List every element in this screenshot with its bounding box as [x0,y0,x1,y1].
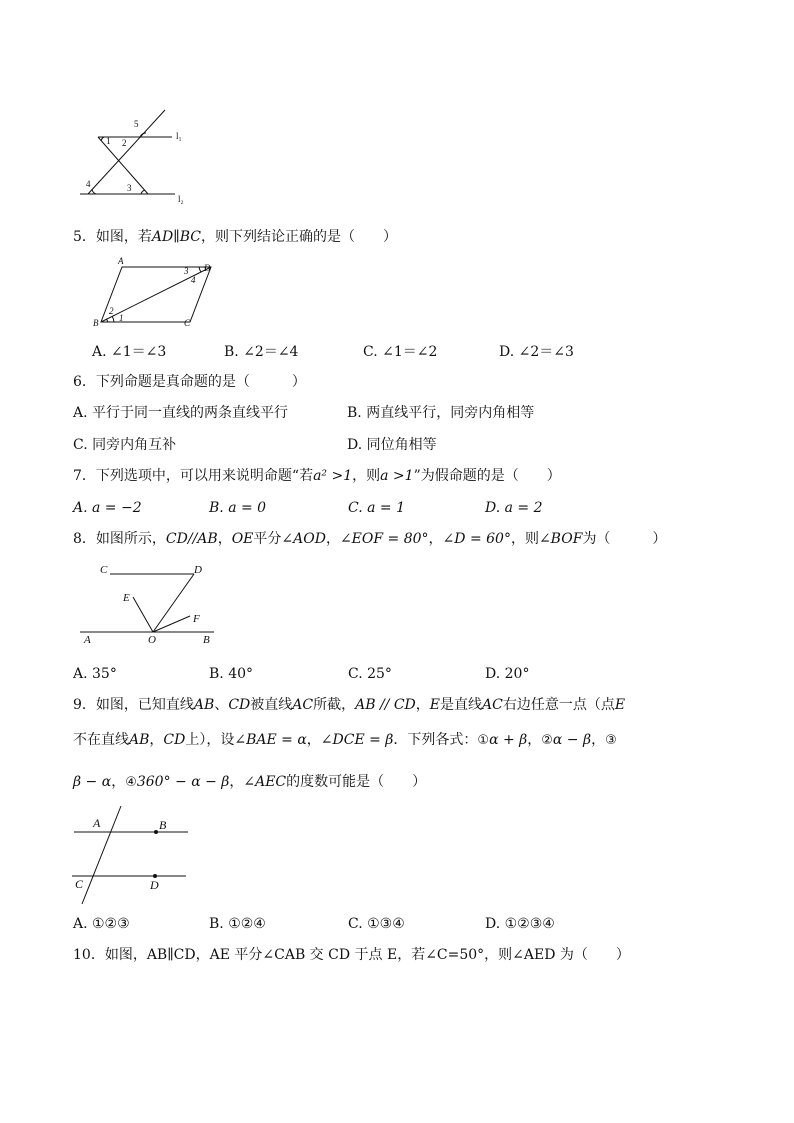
q9-circled-3: ③ [605,733,617,748]
q9-option-b[interactable]: B. ①②④ [209,916,266,932]
q7-option-c[interactable]: C. a = 1 [348,500,405,516]
fig-top-label-l2: l₂ [178,194,184,204]
q9-fig-label-D: D [150,878,159,892]
q9-l2-math-5: α + β [489,732,528,748]
fig-top-label-4: 4 [86,179,91,189]
q7-math-2: a >1 [380,468,414,484]
q5-fig-label-2: 2 [109,306,114,316]
q6-option-a[interactable]: A. 平行于同一直线的两条直线平行 [73,405,289,421]
q9-option-d[interactable]: D. ①②③④ [485,916,555,932]
q8-fig-label-F: F [193,613,200,625]
fig-top-label-3: 3 [127,183,132,193]
q5-fig-label-4: 4 [191,275,196,285]
q9-l3-math-1: β − α [73,774,112,790]
q6-option-d[interactable]: D. 同位角相等 [347,437,437,453]
q9-l1-text-e: ， [415,697,430,713]
q8-math-2: OE [231,531,254,547]
q5-option-b[interactable]: B. ∠2＝∠4 [224,344,299,360]
q9-l2-math-2: CD [163,732,186,748]
q6-option-c[interactable]: C. 同旁内角互补 [73,437,177,453]
q8-fig-label-D: D [194,564,202,576]
q9-l1-text-c: 被直线 [250,697,293,713]
q8-option-b[interactable]: B. 40° [209,666,254,682]
q7-option-a[interactable]: A. a = −2 [73,500,142,516]
q8-math-6: ∠BOF [538,531,583,547]
q8-text-5: ， [428,531,443,547]
q7-option-d[interactable]: D. a = 2 [485,500,543,516]
q5-option-d[interactable]: D. ∠2＝∠3 [499,344,574,360]
q9-l3-math-2: 360° − α − β [136,774,230,790]
q9-option-a[interactable]: A. ①②③ [73,916,130,932]
q5-fig-label-C: C [184,318,191,328]
q9-l2-text-d: ， [306,732,321,748]
q8-text-3: 平分 [253,531,282,547]
fig-top-label-1: 1 [106,136,111,146]
q5-condition: AD∥BC [151,229,201,245]
q9-l1-text-f: 是直线 [440,697,482,713]
q7-math-1: a² >1 [313,468,353,484]
q9-fig-label-C: C [75,877,84,891]
q7-text-1: 7．下列选项中，可以用来说明命题“若 [73,468,314,484]
q8-fig-label-E: E [123,592,130,604]
q7-text-3: ”为假命题的是（ ） [413,468,561,484]
q10-stem: 10．如图，AB∥CD，AE 平分∠CAB 交 CD 于点 E，若∠C=50°，则∠AED 为（ ） [73,947,630,963]
q9-l3-text-a: ， [111,774,126,790]
q9-fig-label-A: A [93,816,101,830]
q6-stem: 6．下列命题是真命题的是（ ） [73,374,306,390]
q9-l1-text-a: 9．如图，已知直线 [73,697,194,713]
q5-option-c[interactable]: C. ∠1＝∠2 [363,344,438,360]
q5-suffix: ，则下列结论正确的是（ ） [200,229,397,245]
q9-l3-math-3: ∠AEC [243,774,287,790]
q9-circled-1: ① [477,733,490,748]
fig-top-label-5: 5 [134,119,139,129]
q8-text-1: 8．如图所示， [73,531,166,547]
q5-fig-label-A: A [118,256,124,266]
q9-l1-text-g: 右边任意一点（点 [502,697,615,713]
q8-math-3: ∠AOD [281,531,326,547]
q8-option-d[interactable]: D. 20° [485,666,530,682]
q5-fig-label-B: B [93,318,99,328]
q8-fig-label-A: A [84,634,91,646]
q9-l2-text-g: ， [591,732,606,748]
q9-l2-text-f: ， [527,732,542,748]
q8-text-7: 为（ ） [582,531,667,547]
q9-option-c[interactable]: C. ①③④ [348,916,405,932]
q9-l1-text-b: 、 [214,697,229,713]
q9-l2-math-3: ∠BAE = α [234,732,307,748]
q8-fig-label-O: O [148,634,156,646]
q8-text-4: ， [325,531,340,547]
q8-text-2: ， [217,531,232,547]
q9-l1-math-3: AC [292,697,314,713]
q9-l2-text-e: ．下列各式： [393,732,478,748]
q9-l3-text-b: ， [229,774,244,790]
q8-option-a[interactable]: A. 35° [73,666,117,682]
q9-point-B [154,830,158,834]
fig-top-label-l1: l₁ [176,131,182,141]
fig-top-label-2: 2 [122,138,127,148]
q9-l1-math-6: AC [482,697,503,713]
q9-l2-text-c: 上），设 [185,732,235,748]
q9-l1-math-1: AB [193,697,215,713]
q9-l2-math-6: α − β [552,732,592,748]
q9-l2-math-1: AB [129,732,150,748]
q5-option-a[interactable]: A. ∠1＝∠3 [92,344,167,360]
q5-fig-label-D: D [204,263,211,273]
q6-option-b[interactable]: B. 两直线平行，同旁内角相等 [347,405,535,421]
q8-math-4: ∠EOF = 80° [339,531,429,547]
q9-l1-math-5: E [429,697,440,713]
q8-fig-label-B: B [203,634,210,646]
q9-l2-text-a: 不在直线 [73,732,129,748]
q7-text-2: ，则 [352,468,381,484]
q9-l3-text-c: 的度数可能是（ ） [286,774,427,790]
q9-circled-4: ④ [125,775,137,790]
q8-text-6: ，则 [510,531,539,547]
q9-fig-label-B: B [159,818,167,832]
q8-option-c[interactable]: C. 25° [348,666,392,682]
q8-math-5: ∠D = 60° [442,531,511,547]
q5-fig-label-1: 1 [119,313,124,323]
q9-l1-math-7: E [614,697,626,713]
q9-l1-math-4: AB // CD [355,697,416,713]
q9-l1-text-d: 所截， [313,697,356,713]
q9-l2-text-b: ， [149,732,164,748]
q9-circled-2: ② [541,733,553,748]
q5-prefix: 5．如图，若 [73,229,152,245]
q5-fig-label-3: 3 [184,266,189,276]
q7-option-b[interactable]: B. a = 0 [209,500,267,516]
q8-fig-label-C: C [100,564,108,576]
q8-math-1: CD//AB [165,531,218,547]
q9-l2-math-4: ∠DCE = β [320,732,394,748]
q9-l1-math-2: CD [228,697,251,713]
